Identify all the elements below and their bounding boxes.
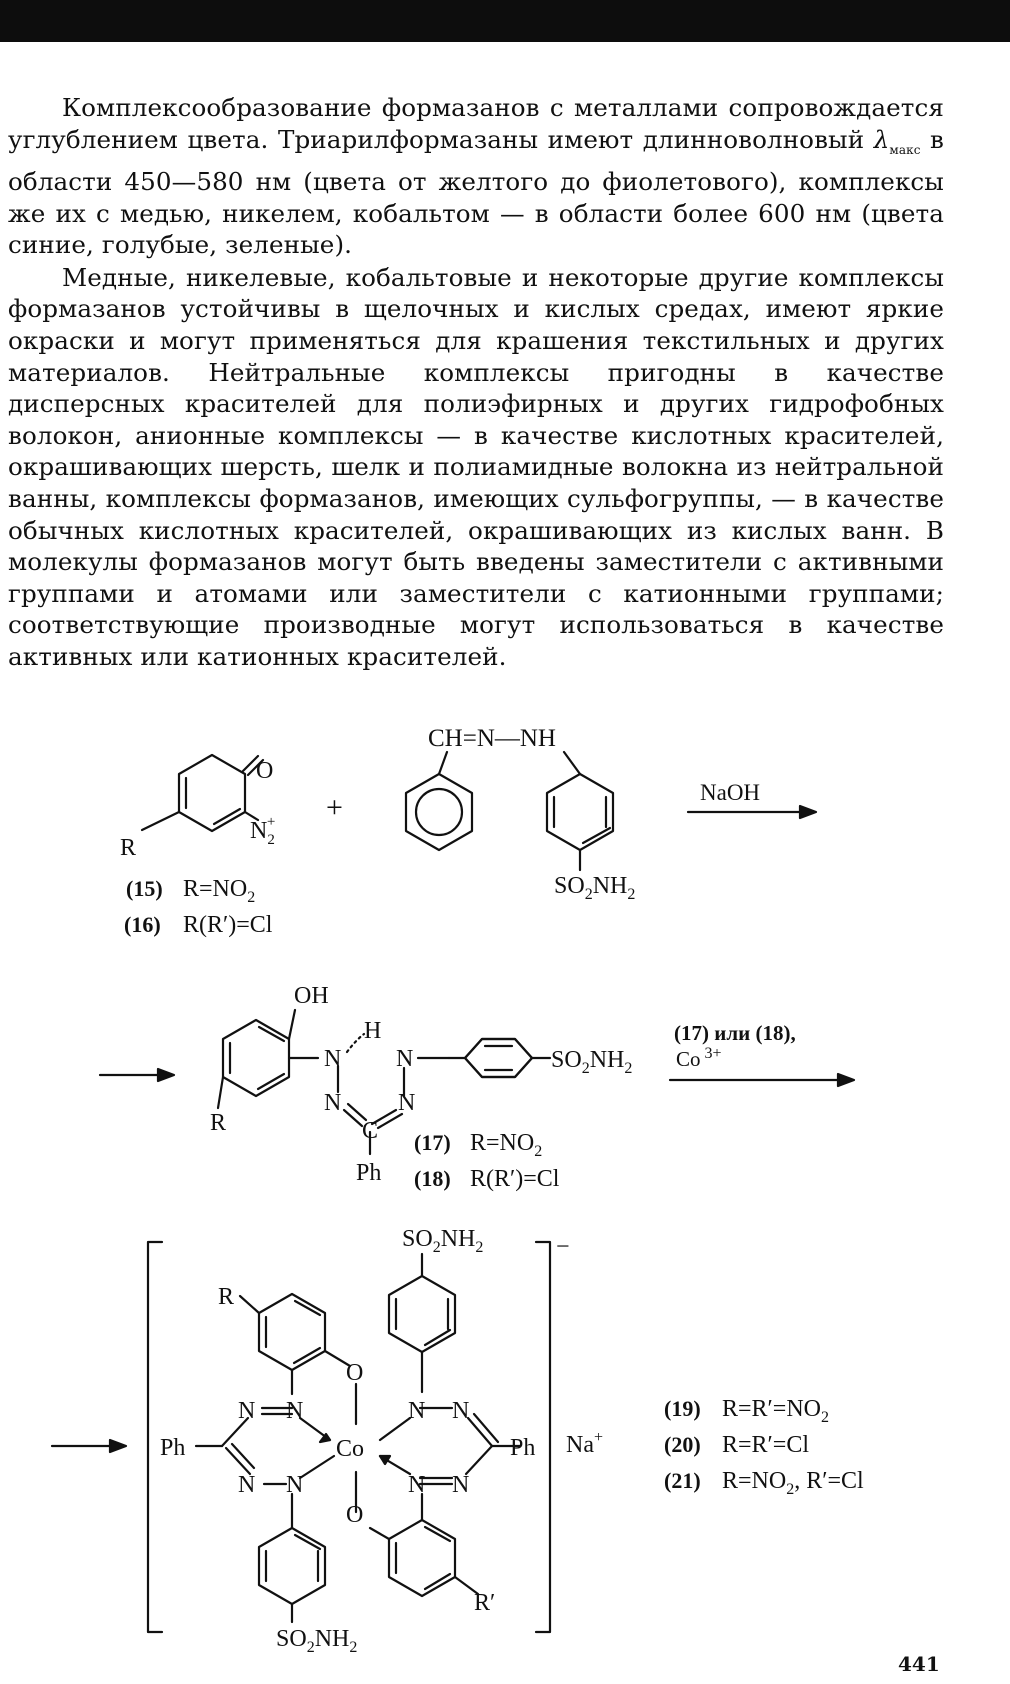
complex-r: R — [218, 1284, 235, 1310]
complex-ph-left: Ph — [160, 1435, 186, 1461]
complex-n-e: N — [408, 1398, 426, 1424]
benzaldehyde-hydrazone-structure — [406, 752, 613, 870]
label-19: (19) — [664, 1396, 701, 1421]
reagent-step2-line2: Co $^{3+}$ — [676, 1045, 722, 1071]
complex-top-sulfonamide: $SO_2NH_2$ — [402, 1226, 484, 1256]
paragraph-2: Медные, никелевые, кобальтовые и некоторые другие комплексы формазанов устойчивы в щелочных и кислых средах, имеют яркие окраски и могут применяться для крашения текстильных и других материалов. Нейтральные комплексы пригодны в качестве дисперсных красителей для полиэфирных и других гидрофобных волокон, анионные комплексы — в качестве кислотных красителей, окрашивающих шерсть, шелк и полиамидные волокна из нейтральной ванны, комплексы формазанов, имеющих сульфогруппы, — в качестве обычных кислотных красителей, окрашивающих из кислых ванн. В молекулы формазанов могут быть введены заместители с активными группами и атомами или заместители с катионными группами; соответствующие производные могут использоваться в качестве активных или катионных красителей. — [8, 262, 944, 671]
formazan-sulfonamide: $SO_2NH_2$ — [551, 1047, 633, 1077]
label-21: (21) — [664, 1468, 701, 1493]
hydrazone-sulfonamide: $SO_2NH_2$ — [554, 873, 636, 903]
quinone-diazide-structure — [142, 755, 263, 831]
formazan-n4: N — [398, 1090, 416, 1116]
complex-o-top: O — [346, 1360, 364, 1386]
h-bond-dots — [347, 1034, 364, 1052]
formazan-n3: N — [324, 1090, 342, 1116]
label-20: (20) — [664, 1432, 701, 1457]
formazan-c: C — [362, 1118, 379, 1144]
arrow-step3-in — [52, 1440, 126, 1452]
formula-15: $R=NO_2$ — [183, 876, 256, 906]
complex-ph-right: Ph — [510, 1435, 536, 1461]
counter-ion: Na+ — [566, 1429, 604, 1458]
label-15: (15) — [126, 876, 163, 901]
complex-o-bottom: O — [346, 1502, 364, 1528]
formazan-h: H — [364, 1018, 382, 1044]
formula-21: $R=NO_2$, R′=Cl — [722, 1468, 864, 1498]
complex-charge: − — [556, 1234, 570, 1260]
quinone-oxygen: O — [256, 758, 274, 784]
formula-19: $R=R'=NO_2$ — [722, 1396, 829, 1426]
arrow-step2-in — [100, 1069, 174, 1081]
complex-n-a: N — [238, 1398, 256, 1424]
quinone-r: R — [120, 835, 137, 861]
formazan-n2: N — [396, 1046, 414, 1072]
formazan-r: R — [210, 1110, 227, 1136]
formula-18: R(R′)=Cl — [470, 1166, 560, 1192]
label-16: (16) — [124, 912, 161, 937]
plus-sign: + — [326, 791, 343, 824]
arrow-step2-out — [670, 1074, 854, 1086]
complex-n-c: N — [238, 1472, 256, 1498]
reagent-step2-line1: (17) или (18), — [674, 1021, 796, 1045]
paragraph-1-end: в области 450—580 нм (цвета от желтого до фиолетового), комплексы же их с медью, никелем, кобальтом — в области более 600 нм (цвета синие, голубые, зеленые). — [8, 124, 944, 260]
complex-n-d: N — [286, 1472, 304, 1498]
complex-r-prime: R′ — [474, 1590, 496, 1616]
formazan-ph: Ph — [356, 1160, 382, 1186]
arrow-step1 — [688, 806, 816, 818]
formula-20: R=R′=Cl — [722, 1432, 810, 1458]
label-17: (17) — [414, 1130, 451, 1155]
complex-n-g: N — [408, 1472, 426, 1498]
formazan-n1: N — [324, 1046, 342, 1072]
reagent-naoh: NaOH — [700, 780, 761, 805]
lambda-max: $\lambda_{макс}$ — [873, 124, 921, 157]
formula-17: $R=NO_2$ — [470, 1130, 543, 1160]
complex-n-b: N — [286, 1398, 304, 1424]
complex-cobalt: Co — [336, 1436, 365, 1462]
quinone-diazonium: $N_2+$ — [250, 814, 276, 848]
complex-n-f: N — [452, 1398, 470, 1424]
paragraph-1-start: Комплексообразование формазанов с металлами сопровождается углублением цвета. Триарилформазаны имеют длинноволновый — [8, 93, 944, 154]
label-18: (18) — [414, 1166, 451, 1191]
formazan-oh: OH — [294, 983, 329, 1009]
hydrazone-chain: CH=N—NH — [428, 725, 556, 752]
complex-bottom-sulfonamide: $SO_2NH_2$ — [276, 1626, 358, 1656]
page-number: 441 — [898, 1652, 940, 1676]
complex-n-h: N — [452, 1472, 470, 1498]
formula-16: R(R′)=Cl — [183, 912, 273, 938]
